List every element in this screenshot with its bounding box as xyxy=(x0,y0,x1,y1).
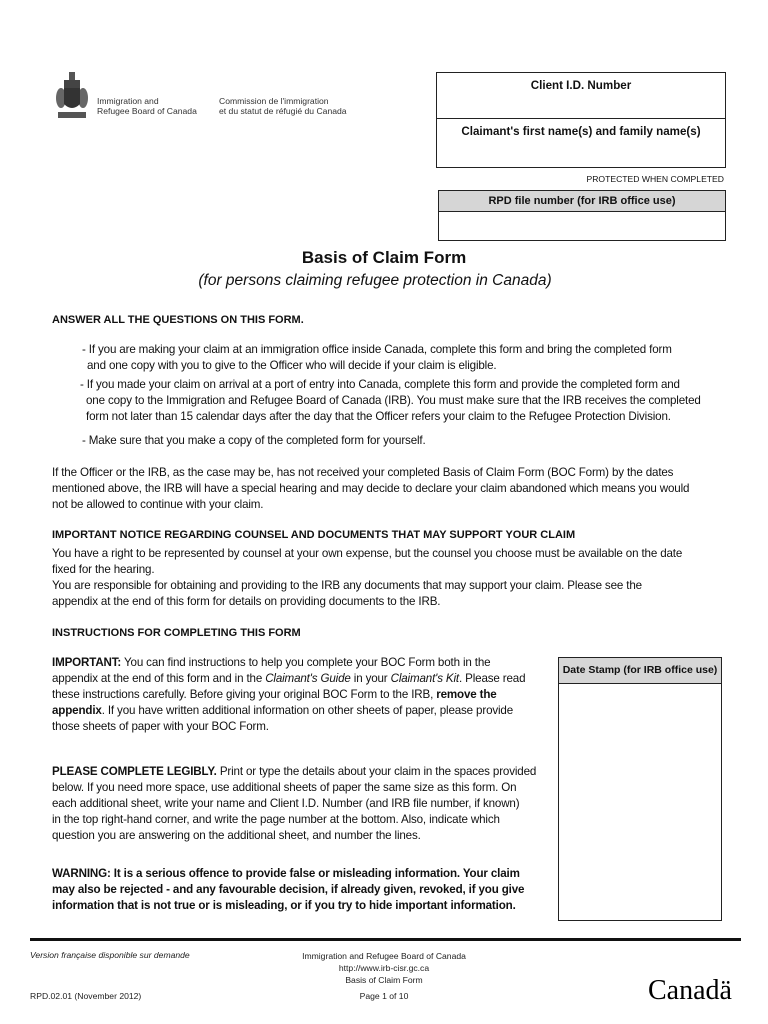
important-paragraph: IMPORTANT: You can find instructions to help you complete your BOC Form both in the appendix at the end of this form and in the Claimant's Guide in your Claimant's Kit. Please read these instructions carefully. Before giving your original BOC Form to the IRB, remove the appendix. If you have written additional information on other sheets of paper, please provide those sheets of paper with your BOC Form. xyxy=(52,656,526,733)
section-heading-instructions: INSTRUCTIONS FOR COMPLETING THIS FORM xyxy=(52,627,301,639)
page-number: Page 1 of 10 xyxy=(359,991,409,1001)
rpd-file-box[interactable] xyxy=(438,190,726,241)
legibly-paragraph: PLEASE COMPLETE LEGIBLY. Print or type the details about your claim in the spaces provided below. If you need more space, use additional sheets of paper the same size as this form. On each additional sheet, write your name and Client I.D. Number (and IRB file number, if known) in the top right-hand corner, and write the page number at the bottom. Also, indicate which question you are answering on the additional sheet, and number the lines. xyxy=(52,765,537,842)
org-name-en: Immigration and Refugee Board of Canada xyxy=(97,96,197,116)
footer-divider xyxy=(30,938,741,941)
counsel-paragraph: You have a right to be represented by counsel at your own expense, but the counsel you choose must be available on the date fixed for the hearing. You are responsible for obtaining and providing to the IRB any documents that may support your claim. Please see the appendix at the end of this form for details on providing documents to the IRB. xyxy=(52,547,683,608)
canada-wordmark: Canadä xyxy=(648,975,732,1006)
irb-url-link[interactable]: http://www.irb-cisr.gc.ca xyxy=(338,963,430,973)
form-code: RPD.02.01 (November 2012) xyxy=(30,991,142,1001)
coat-of-arms-logo xyxy=(56,72,88,122)
claimant-name-field[interactable] xyxy=(437,119,725,138)
abandonment-paragraph: If the Officer or the IRB, as the case may be, has not received your completed Basis of Claim Form (BOC Form) by the dates mentioned above, the IRB will have a special hearing and may decide to declare your claim abandoned which means you would not be allowed to continue with your claim. xyxy=(52,466,690,511)
date-stamp-label: Date Stamp (for IRB office use) xyxy=(559,658,721,684)
client-id-label: Client I.D. Number xyxy=(530,79,632,92)
claimant-name-label: Claimant's first name(s) and family name(s) xyxy=(461,125,701,138)
section-heading-counsel: IMPORTANT NOTICE REGARDING COUNSEL AND DOCUMENTS THAT MAY SUPPORT YOUR CLAIM xyxy=(52,529,576,541)
footer-center: Immigration and Refugee Board of Canada http://www.irb-cisr.gc.ca Basis of Claim Form Page 1 of 10 xyxy=(254,950,514,1002)
claimant-id-box xyxy=(436,72,726,168)
protected-notice: PROTECTED WHEN COMPLETED xyxy=(586,174,724,184)
french-version-note: Version française disponible sur demande xyxy=(30,950,190,960)
warning-paragraph: WARNING: It is a serious offence to provide false or misleading information. Your claim may also be rejected - and any favourable decision, if already given, revoked, if you give information that is not true or is misleading, or if you try to hide important information. xyxy=(52,867,525,912)
bullet-make-copy: - Make sure that you make a copy of the completed form for yourself. xyxy=(82,434,426,447)
bullet-inside-canada: - If you are making your claim at an immigration office inside Canada, complete this form and bring the completed form and one copy with you to give to the Officer who will decide if your claim is eligible. xyxy=(82,343,672,372)
rpd-file-label: RPD file number (for IRB office use) xyxy=(439,191,725,212)
date-stamp-box[interactable] xyxy=(558,657,722,921)
client-id-field[interactable] xyxy=(437,73,725,119)
org-name-fr: Commission de l'immigration et du statut de réfugié du Canada xyxy=(219,96,347,116)
section-heading-answer: ANSWER ALL THE QUESTIONS ON THIS FORM. xyxy=(52,314,304,326)
page-title: Basis of Claim Form xyxy=(301,248,467,267)
bullet-port-of-entry: - If you made your claim on arrival at a port of entry into Canada, complete this form and provide the completed form and one copy to the Immigration and Refugee Board of Canada (IRB). You must make sure that the IRB receives the completed form not later than 15 calendar days after the day that the Officer refers your claim to the Refugee Protection Division. xyxy=(80,378,701,423)
page-subtitle: (for persons claiming refugee protection in Canada) xyxy=(198,272,552,289)
